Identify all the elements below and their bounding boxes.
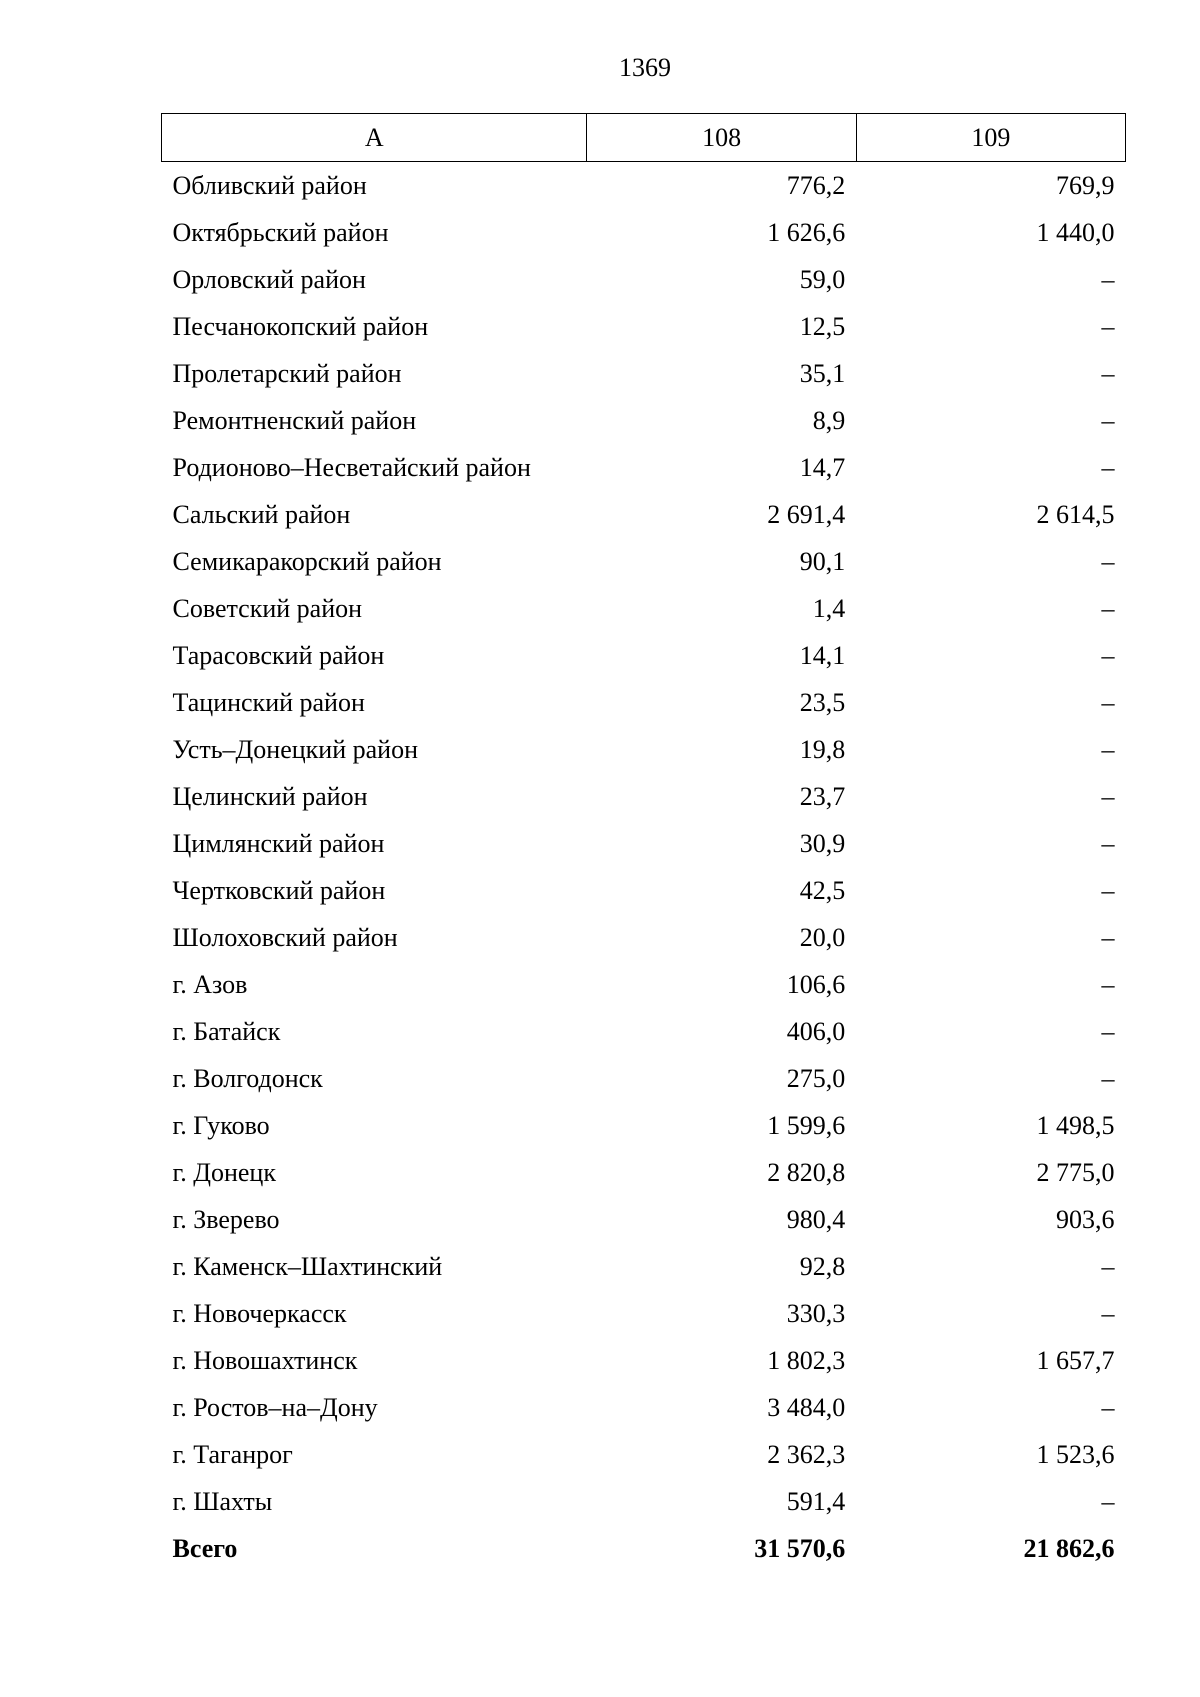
row-value-109-cell: –	[1101, 264, 1115, 294]
table-row	[162, 1431, 1126, 1478]
row-value-108-cell: 12,5	[799, 311, 846, 341]
row-value-108-cell: 330,3	[786, 1298, 846, 1328]
total-value-108-cell: 31 570,6	[754, 1533, 846, 1563]
row-value-109-cell: –	[1101, 311, 1115, 341]
row-value-108-cell: 2 362,3	[767, 1439, 846, 1469]
table-row	[162, 209, 1126, 256]
table-body	[162, 162, 1126, 1573]
row-name-cell: Орловский район	[172, 264, 366, 294]
row-value-108-cell: 406,0	[786, 1016, 846, 1046]
table-row	[162, 1196, 1126, 1243]
table-row	[162, 585, 1126, 632]
table-row	[162, 1290, 1126, 1337]
row-name-cell: Тацинский район	[172, 687, 365, 717]
row-name-cell: Тарасовский район	[172, 640, 385, 670]
row-value-109-cell: –	[1101, 969, 1115, 999]
table-header	[162, 114, 1126, 162]
row-name-cell: Шолоховский район	[172, 922, 398, 952]
row-value-108-cell: 20,0	[799, 922, 846, 952]
row-name-cell: Чертковский район	[172, 875, 386, 905]
row-value-108-cell: 1,4	[812, 593, 846, 623]
table-row	[162, 679, 1126, 726]
table-row	[162, 350, 1126, 397]
row-value-109-cell: 1 498,5	[1036, 1110, 1115, 1140]
row-value-109-cell: –	[1101, 875, 1115, 905]
row-name-cell: Октябрьский район	[172, 217, 389, 247]
table-row	[162, 256, 1126, 303]
total-value-109-cell: 21 862,6	[1023, 1533, 1115, 1563]
row-value-109-cell: –	[1101, 1392, 1115, 1422]
header-column-109: 109	[856, 114, 1125, 162]
header-column-a: А	[162, 114, 587, 162]
row-value-109-cell: –	[1101, 781, 1115, 811]
table-row	[162, 1337, 1126, 1384]
row-value-108-cell: 275,0	[786, 1063, 846, 1093]
table-row	[162, 1102, 1126, 1149]
row-name-cell: Родионово–Несветайский район	[172, 452, 531, 482]
row-name-cell: г. Азов	[172, 969, 248, 999]
row-name-cell: г. Волгодонск	[172, 1063, 323, 1093]
table-row	[162, 1149, 1126, 1196]
row-value-109-cell: –	[1101, 546, 1115, 576]
row-name-cell: Обливский район	[172, 170, 367, 200]
table-row	[162, 1384, 1126, 1431]
table-row	[162, 444, 1126, 491]
row-value-108-cell: 1 599,6	[767, 1110, 846, 1140]
row-value-109-cell: –	[1101, 640, 1115, 670]
row-name-cell: г. Шахты	[172, 1486, 273, 1516]
row-value-109-cell: 769,9	[1056, 170, 1115, 200]
row-value-109-cell: –	[1101, 1486, 1115, 1516]
row-value-109-cell: –	[1101, 452, 1115, 482]
row-value-109-cell: –	[1101, 593, 1115, 623]
row-value-109-cell: –	[1101, 1251, 1115, 1281]
row-value-109-cell: –	[1101, 828, 1115, 858]
row-value-109-cell: –	[1101, 405, 1115, 435]
row-value-109-cell: 2 614,5	[1036, 499, 1115, 529]
table-row	[162, 961, 1126, 1008]
row-value-109-cell: –	[1101, 1063, 1115, 1093]
row-value-109-cell: –	[1101, 1016, 1115, 1046]
row-name-cell: Пролетарский район	[172, 358, 402, 388]
row-name-cell: г. Зверево	[172, 1204, 280, 1234]
row-value-108-cell: 30,9	[799, 828, 846, 858]
row-value-109-cell: –	[1101, 1298, 1115, 1328]
row-value-108-cell: 8,9	[812, 405, 846, 435]
table-row	[162, 1055, 1126, 1102]
row-value-108-cell: 1 802,3	[767, 1345, 846, 1375]
table-row	[162, 820, 1126, 867]
table-row	[162, 303, 1126, 350]
row-value-109-cell: –	[1101, 922, 1115, 952]
row-value-109-cell: 2 775,0	[1036, 1157, 1115, 1187]
total-row	[162, 1525, 1126, 1572]
row-value-108-cell: 591,4	[786, 1486, 846, 1516]
row-value-108-cell: 42,5	[799, 875, 846, 905]
table-row	[162, 1478, 1126, 1525]
row-name-cell: Целинский район	[172, 781, 368, 811]
row-name-cell: г. Ростов–на–Дону	[172, 1392, 378, 1422]
row-value-109-cell: 1 657,7	[1036, 1345, 1115, 1375]
total-label-cell: Всего	[172, 1533, 238, 1563]
table-row	[162, 397, 1126, 444]
row-name-cell: г. Донецк	[172, 1157, 276, 1187]
header-row	[162, 114, 1126, 162]
row-value-108-cell: 59,0	[799, 264, 846, 294]
row-value-109-cell: 1 440,0	[1036, 217, 1115, 247]
row-value-108-cell: 776,2	[786, 170, 846, 200]
table-row	[162, 914, 1126, 961]
row-name-cell: г. Гуково	[172, 1110, 270, 1140]
table-row	[162, 538, 1126, 585]
table-row	[162, 867, 1126, 914]
row-value-109-cell: –	[1101, 734, 1115, 764]
row-name-cell: Цимлянский район	[172, 828, 385, 858]
table-row	[162, 162, 1126, 210]
table-row	[162, 726, 1126, 773]
row-value-108-cell: 23,5	[799, 687, 846, 717]
row-value-108-cell: 2 691,4	[767, 499, 846, 529]
row-value-109-cell: –	[1101, 358, 1115, 388]
table-row	[162, 1243, 1126, 1290]
data-table	[161, 113, 1126, 1572]
row-name-cell: Семикаракорский район	[172, 546, 442, 576]
row-name-cell: Песчанокопский район	[172, 311, 429, 341]
row-value-108-cell: 19,8	[799, 734, 846, 764]
row-value-109-cell: 1 523,6	[1036, 1439, 1115, 1469]
row-name-cell: г. Новочеркасск	[172, 1298, 347, 1328]
table-row	[162, 773, 1126, 820]
row-value-108-cell: 35,1	[799, 358, 846, 388]
row-value-108-cell: 14,1	[799, 640, 846, 670]
row-name-cell: Советский район	[172, 593, 363, 623]
row-name-cell: г. Таганрог	[172, 1439, 293, 1469]
header-column-108: 108	[587, 114, 856, 162]
row-value-108-cell: 2 820,8	[767, 1157, 846, 1187]
table-row	[162, 1008, 1126, 1055]
row-value-108-cell: 3 484,0	[767, 1392, 846, 1422]
row-value-108-cell: 92,8	[799, 1251, 846, 1281]
table-row	[162, 632, 1126, 679]
row-value-108-cell: 23,7	[799, 781, 846, 811]
table-row	[162, 491, 1126, 538]
row-name-cell: г. Батайск	[172, 1016, 281, 1046]
row-value-108-cell: 14,7	[799, 452, 846, 482]
row-value-108-cell: 980,4	[786, 1204, 846, 1234]
page-number: 1369	[619, 53, 671, 82]
row-name-cell: г. Новошахтинск	[172, 1345, 358, 1375]
row-value-108-cell: 106,6	[786, 969, 846, 999]
row-value-109-cell: –	[1101, 687, 1115, 717]
row-name-cell: г. Каменск–Шахтинский	[172, 1251, 443, 1281]
row-name-cell: Сальский район	[172, 499, 351, 529]
row-name-cell: Ремонтненский район	[172, 405, 417, 435]
row-value-109-cell: 903,6	[1056, 1204, 1115, 1234]
row-name-cell: Усть–Донецкий район	[172, 734, 418, 764]
row-value-108-cell: 90,1	[799, 546, 846, 576]
row-value-108-cell: 1 626,6	[767, 217, 846, 247]
